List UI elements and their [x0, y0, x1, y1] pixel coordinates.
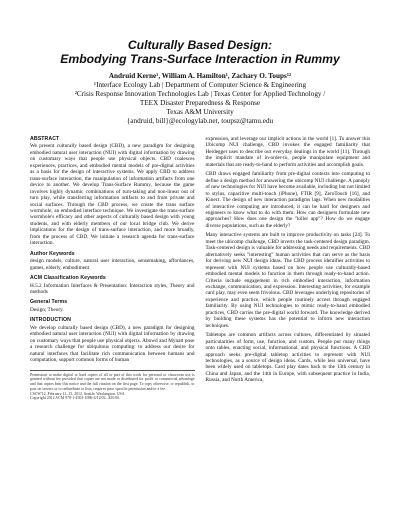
- affiliation-3: TEEX Disaster Preparedness & Response: [139, 99, 261, 107]
- paragraph: expression, and leverage our implicit actions in the world [1]. To answer this Ubicomp NUI challenge, CBD invokes the engaged familiarity that Heidegger uses to describe our everyday dealings in the world [11]. Through the implicit mandate of in-order-to, people manipulate equipment and materials that are ready-to-hand to perform activities and accomplish goals.: [205, 136, 370, 168]
- acm-heading: ACM Classification Keywords: [30, 275, 106, 282]
- body-columns: [30, 136, 370, 401]
- abstract-text: We present culturally based design (CBD), a new paradigm for designing embodied natural user interaction (NUI) with digital information by drawing on customary ways that people use physical objects. CBD coalesces experiences, practices, and embodied mental models of pre-digital activities as a basis for the design of interactive systems. We apply CBD to address trans-surface interaction, the manipulation of information artifacts from one device to another. We develop Trans-Surface Rummy, because the game involves highly dynamic combinations of turn-taking and non-linear out of turn play, while transferring information artifacts to and from private and social surfaces. Through the CBD process, we create the trans surface wormhole, an embodied interface technique. We investigate the trans-surface wormhole's efficacy and other aspects of culturally based design with young students, and with elderly members of our local bridge club. We derive implications for the design of trans-surface interaction, and more broadly, from the process of CBD. We initiate a research agenda for trans-surface interaction.: [30, 143, 195, 247]
- affiliation-1: ¹Interface Ecology Lab | Department of Computer Science & Engineering: [93, 81, 307, 89]
- copyright-line: Copyright 2012 ACM 978-1-4503-1086-4/12/02...$10.00.: [30, 396, 121, 401]
- paragraph: Many interactive systems are built to improve productivity on tasks [24]. To meet the ubicomp challenge, CBD inverts the task-centered design paradigm. Task-centered design is valuable for addressing needs and requirements. CBD alternatively seeks "interesting" human activities that can serve as the basis for deriving new NUI design ideas. The CBD process identifies activities to represent with NUI systems based on how people use culturally-based embodied mental models to function in them through ready-to-hand action. Criteria include engagement in rich embodied interaction, information exchange, communication, and expression. Interesting activities, for example card play, may even seem frivolous. CBD leverages underlying repositories of experience and practice, which people routinely access through engaged familiarity. By using NUI technologies to mimic ready-to-hand embodied practices, CBD carries the pre-digital world forward. The knowledge derived by building these systems has the potential to inform new interaction techniques.: [205, 232, 370, 329]
- affiliation-2: ²Crisis Response Innovation Technologies Lab | Texas Center for Applied Technology /: [74, 90, 326, 98]
- permission-notice: [30, 370, 195, 402]
- author-block: [30, 72, 370, 126]
- author-names: Andruid Kerne¹, William A. Hamilton¹, Zachary O. Toups¹²: [108, 72, 292, 80]
- paragraph: CBD draws engaged familiarity from pre-digital contexts into computing to define a design method for answering the ubicomp NUI challenge. A panoply of new technologies for NUI have become available, including but not limited to stylus, capacitive multi-touch (iPhone), FTIR [9], ZeroTouch [16], and Kinect. The design of new interaction paradigms lags. When new modalities of interactive computing are introduced, it can be hard for designers and engineers to know what to do with them. How can designers formulate new approaches? How does one design the "killer app"? How do we engage diverse populations, such as the elderly?: [205, 171, 370, 229]
- general-terms-text: Design; Theory.: [30, 306, 64, 313]
- right-column: [206, 136, 371, 401]
- author-emails: {andruid, bill}@ecologylab.net, toupsz@tamu.edu: [126, 117, 274, 125]
- permission-text: Permission to make digital or hard copies of all or part of this work for personal or classroom use is granted without fee provided that copies are not made or distributed for profit or commercial advantage and that copies bear this notice and the full citation on the first page. To copy otherwise, or republish, to post on servers or to redistribute to lists, requires prior specific permission and/or a fee.: [30, 372, 195, 391]
- acm-text: H.5.2 Information Interfaces & Presentation: Interaction styles, Theory and methods: [30, 282, 195, 295]
- introduction-text: We develop culturally based design (CBD), a new paradigm for designing embodied natural user interaction (NUI) with digital information by drawing on customary ways that people use physical objects. Abowd and Mynatt pose a research challenge for ubiquitous computing: to address our desire for natural interfaces that facilitate rich communication between humans and computation, support common forms of human: [30, 324, 195, 364]
- keywords-heading: Author Keywords: [30, 250, 75, 257]
- introduction-heading: INTRODUCTION: [30, 317, 71, 324]
- keywords-text: design models, culture, natural user interaction, sensemaking, affordances, games, elderly, embodiment: [30, 258, 195, 271]
- general-terms-heading: General Terms: [30, 299, 68, 306]
- paragraph: Tabletops are common artifacts across cultures, differentiated by situated particularities of form, use, function, and custom. People put many things onto tables, enacting social, informational, and physical functions. A CBD approach seeks pre-digital tabletop activities to represent with NUI technologies, as a source of design ideas. Cards, while less universal, have been widely used on tabletops. Card play dates back to the 13th century in China and Japan, and the 14th in Europe, with subsequent practice in India, Russia, and North America,: [205, 332, 370, 384]
- affiliation-4: Texas A&M University: [166, 108, 234, 116]
- paper-title: [30, 38, 370, 66]
- title-line-1: Culturally Based Design:: [127, 38, 273, 52]
- abstract-heading: ABSTRACT: [30, 136, 60, 142]
- title-line-2: Embodying Trans-Surface Interaction in Rummy: [60, 52, 340, 66]
- conference-line: CSCW'12, February 11–15, 2012, Seattle, Washington, USA.: [30, 391, 126, 396]
- left-column: [30, 136, 195, 401]
